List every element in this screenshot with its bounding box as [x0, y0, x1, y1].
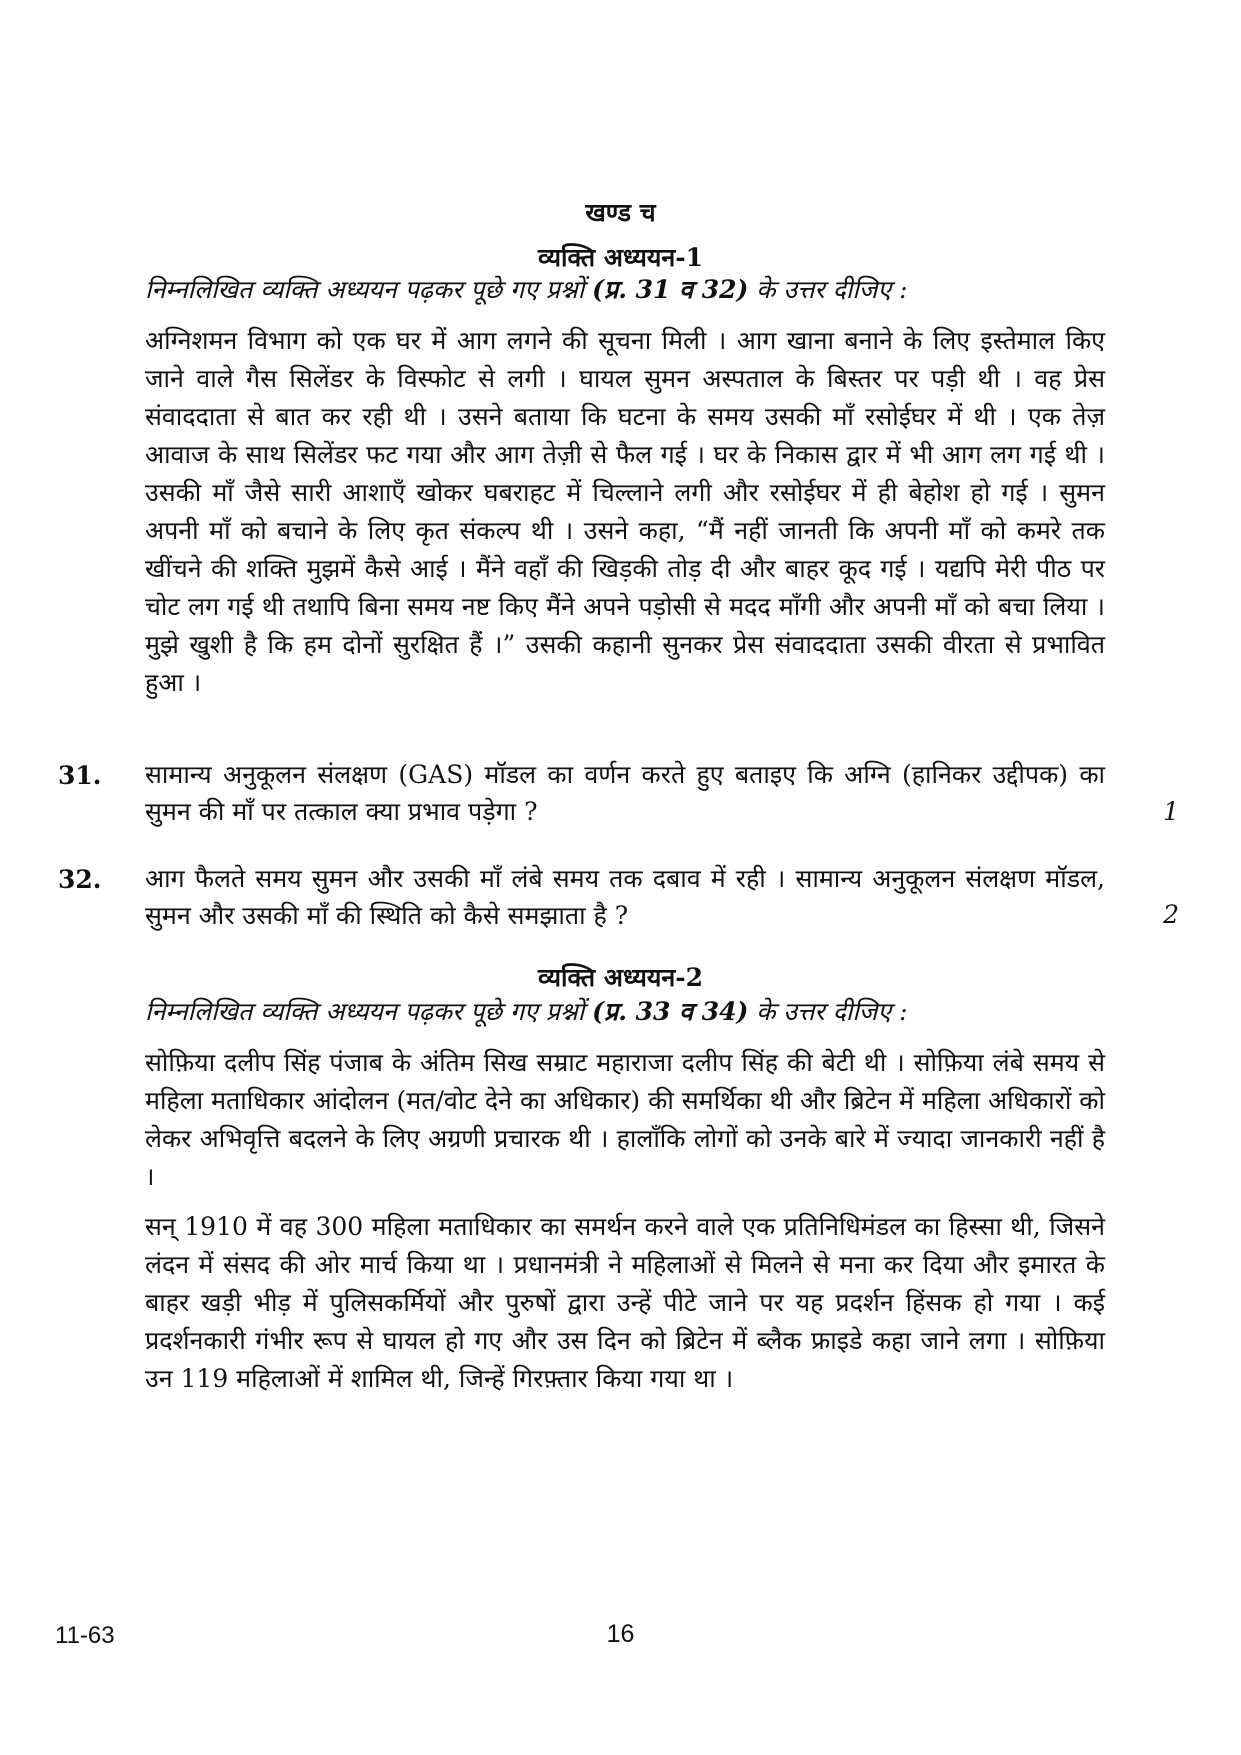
case-study-2-paragraph-1: सोफ़िया दलीप सिंह पंजाब के अंतिम सिख सम्राट महाराजा दलीप सिंह की बेटी थी । सोफ़िया लंबे समय से महिला मताधिकार आंदोलन (मत/वोट देने का अधिकार) की समर्थिका थी और ब्रिटेन में महिला अधिकारों को लेकर अभिवृत्ति बदलने के लिए अग्रणी प्रचारक थी । हालाँकि लोगों को उनके बारे में ज्यादा जानकारी नहीं है । — [145, 1048, 1105, 1191]
instruction-text: निम्नलिखित व्यक्ति अध्ययन पढ़कर पूछे गए प्रश्नों — [145, 997, 585, 1026]
question-number: 32. — [58, 865, 102, 894]
case-study-1-paragraph: अग्निशमन विभाग को एक घर में आग लगने की सूचना मिली । आग खाना बनाने के लिए इस्तेमाल किए जाने वाले गैस सिलेंडर के विस्फोट से लगी । घायल सुमन अस्पताल के बिस्तर पर पड़ी थी । वह प्रेस संवाददाता से बात कर रही थी । उसने बताया कि घटना के समय उसकी माँ रसोईघर में थी । एक तेज़ आवाज के साथ सिलेंडर फट गया और आग तेज़ी से फैल गई । घर के निकास द्वार में भी आग लग गई थी । उसकी माँ जैसे सारी आशाएँ खोकर घबराहट में चिल्लाने लगी और रसोईघर में ही बेहोश हो गई । सुमन अपनी माँ को बचाने के लिए कृत संकल्प थी । उसने कहा, “मैं नहीं जानती कि अपनी माँ को कमरे तक खींचने की शक्ति मुझमें कैसे आई । मैंने वहाँ की खिड़की तोड़ दी और बाहर कूद गई । यद्यपि मेरी पीठ पर चोट लग गई थी तथापि बिना समय नष्ट किए मैंने अपने पड़ोसी से मदद माँगी और अपनी माँ को बचा लिया । मुझे खुशी है कि हम दोनों सुरक्षित हैं ।” उसकी कहानी सुनकर प्रेस संवाददाता उसकी वीरता से प्रभावित हुआ । — [145, 326, 1105, 697]
question-number: 31. — [58, 761, 102, 790]
page-number: 16 — [606, 1620, 635, 1648]
instruction-text: निम्नलिखित व्यक्ति अध्ययन पढ़कर पूछे गए प्रश्नों — [145, 275, 585, 304]
instruction-text: के उत्तर दीजिए : — [756, 275, 908, 304]
question-text: आग फैलते समय सुमन और उसकी माँ लंबे समय तक दबाव में रही । सामान्य अनुकूलन संलक्षण मॉडल, सुमन और उसकी माँ की स्थिति को कैसे समझाता है ? — [145, 864, 1105, 930]
case-study-1-instruction — [145, 272, 1105, 306]
case-study-2-instruction — [145, 994, 1105, 1028]
case-study-1-title: व्यक्ति अध्ययन-1 — [537, 243, 704, 272]
case-study-2-paragraph-2: सन् 1910 में वह 300 महिला मताधिकार का समर्थन करने वाले एक प्रतिनिधिमंडल का हिस्सा थी, जिसने लंदन में संसद की ओर मार्च किया था । प्रधानमंत्री ने महिलाओं से मिलने से मना कर दिया और इमारत के बाहर खड़ी भीड़ में पुलिसकर्मियों और पुरुषों द्वारा उन्हें पीटे जाने पर यह प्रदर्शन हिंसक हो गया । कई प्रदर्शनकारी गंभीर रूप से घायल हो गए और उस दिन को ब्रिटेन में ब्लैक फ्राइडे कहा जाने लगा । सोफ़िया उन 119 महिलाओं में शामिल थी, जिन्हें गिरफ़्तार किया गया था । — [145, 1212, 1105, 1393]
question-marks: 1 — [1163, 797, 1179, 826]
case-study-2-title: व्यक्ति अध्ययन-2 — [537, 963, 704, 992]
question-reference: (प्र. 31 व 32) — [592, 275, 749, 304]
question-marks: 2 — [1163, 900, 1179, 929]
question-reference: (प्र. 33 व 34) — [592, 997, 749, 1026]
section-title: खण्ड च — [585, 198, 656, 227]
question-text: सामान्य अनुकूलन संलक्षण (GAS) मॉडल का वर्णन करते हुए बताइए कि अग्नि (हानिकर उद्दीपक) का सुमन की माँ पर तत्काल क्या प्रभाव पड़ेगा ? — [145, 760, 1105, 826]
instruction-text: के उत्तर दीजिए : — [756, 997, 908, 1026]
paper-code: 11-63 — [55, 1622, 115, 1649]
